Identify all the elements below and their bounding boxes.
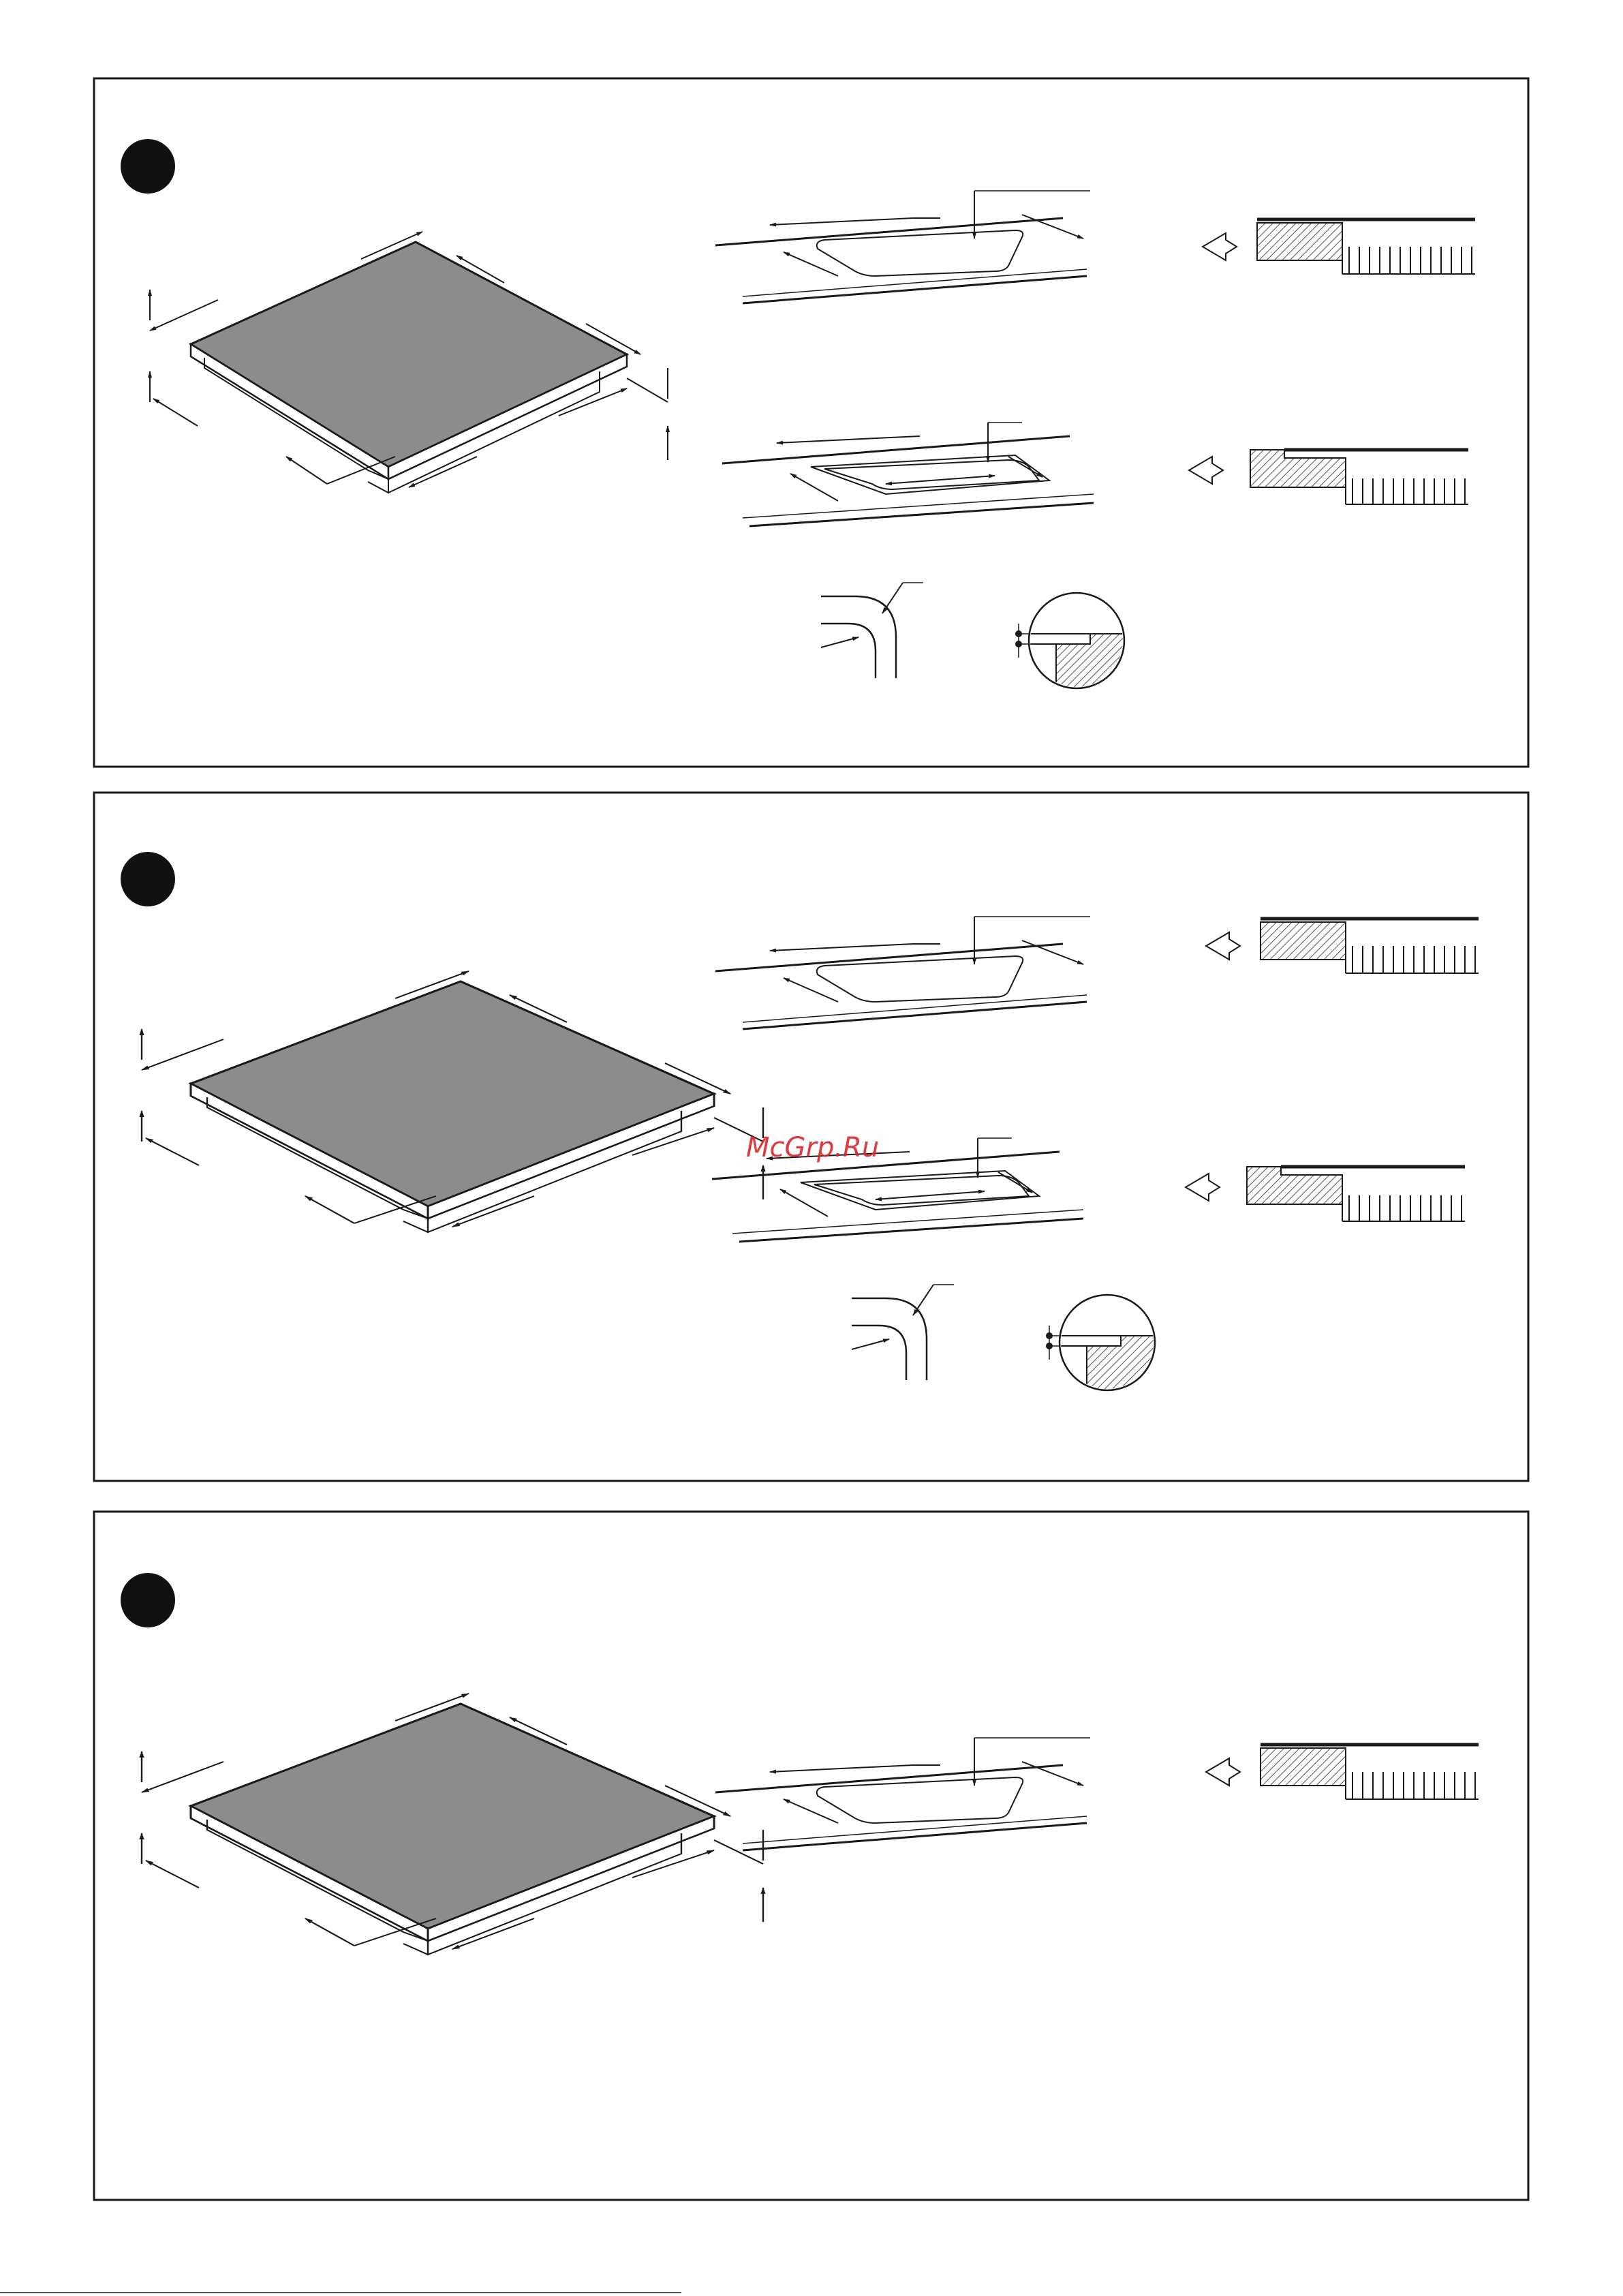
panel-2-rebate-detail (1046, 1295, 1169, 1404)
panel-3 (94, 1512, 1528, 2200)
panel-1 (94, 78, 1528, 767)
watermark-text: McGrp.Ru (746, 1132, 880, 1163)
panel-2-cutout-plain (715, 917, 1090, 1029)
panel-1-step-marker (121, 139, 175, 194)
panel-2-corner-detail (852, 1285, 954, 1380)
panel-2 (94, 793, 1528, 1481)
panel-1-isometric-hob (150, 232, 668, 493)
panel-2-step-marker (121, 852, 175, 906)
panel-2-section-flush (1186, 1167, 1465, 1221)
panel-2-isometric-hob (142, 971, 763, 1232)
panel-3-isometric-hob (142, 1694, 763, 1955)
panel-2-section-plain (1206, 919, 1479, 973)
panel-3-section-plain (1206, 1745, 1479, 1799)
panel-3-step-marker (121, 1573, 175, 1627)
panel-1-rebate-detail (1015, 593, 1138, 702)
panel-1-cutout-flush (722, 423, 1094, 526)
panel-1-cutout-plain (715, 191, 1090, 303)
panel-3-cutout-plain (715, 1738, 1090, 1850)
panel-1-section-flush (1189, 450, 1468, 504)
panel-1-section-plain (1203, 219, 1475, 274)
panel-1-corner-detail (821, 583, 923, 678)
